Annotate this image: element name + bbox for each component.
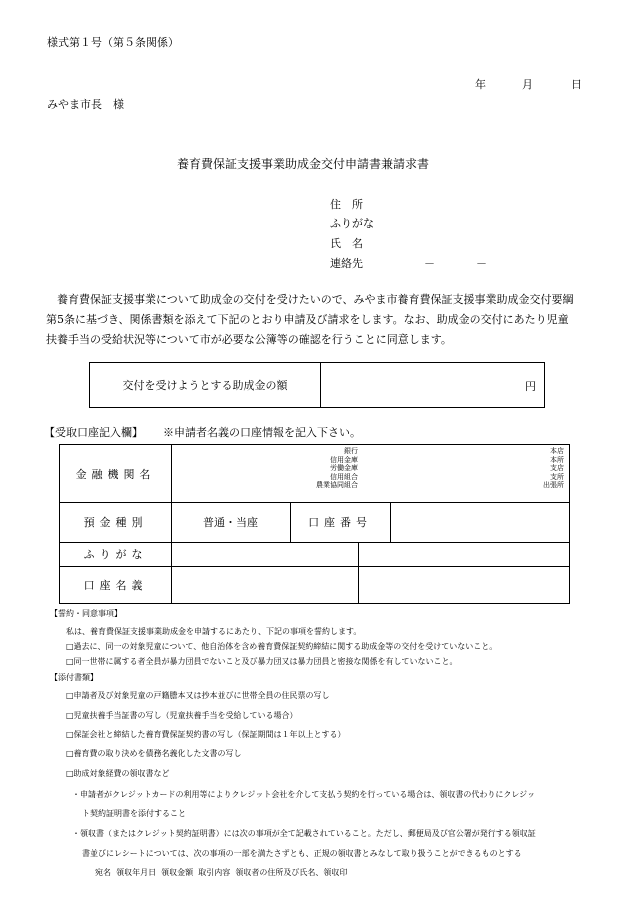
deposit-type-value: 普通・当座: [203, 516, 258, 529]
attachment-item-3: □保証会社と締結した養育費保証契約書の写し（保証期間は１年以上とする）: [66, 730, 346, 739]
applicant-furigana-label: ふりがな: [330, 217, 374, 230]
institution-type-list: [260, 447, 358, 490]
attachment-item-4: □養育費の取り決めを債務名義化した文書の写し: [66, 749, 242, 758]
account-table: [59, 444, 570, 604]
attachment-note-2-line-1: ・領収書（またはクレジット契約証明書）には次の事項が全て記載されていること。ただし、郵便局及び官公署が発行する領収証: [72, 829, 536, 838]
institution-type-bank: 銀行: [344, 447, 358, 455]
amount-unit: 円: [525, 380, 536, 393]
bank-name-label: 金融機関名: [75, 467, 156, 481]
applicant-address-label: 住 所: [330, 198, 363, 211]
account-section-note: ※申請者名義の口座情報を記入下さい。: [163, 426, 361, 439]
branch-type-honten: 本店: [550, 447, 564, 455]
attachment-note-2-line-2: 書並びにレシートについては、次の事項の一部を満たさずとも、正規の領収書とみなして取り扱うことができるものとする: [82, 849, 522, 858]
account-furigana-field-2[interactable]: [359, 543, 568, 565]
form-number: 様式第１号（第５条関係）: [47, 36, 179, 49]
contact-dash-1: －: [424, 257, 435, 270]
account-furigana-label: ふりがな: [83, 548, 148, 561]
institution-type-rokin: 労働金庫: [330, 464, 358, 473]
pledge-item-2: □同一世帯に属する者全員が暴力団員でないこと及び暴力団又は暴力団員と密接な関係を有していないこと。: [66, 657, 458, 666]
account-number-label: 口座番号: [308, 516, 372, 529]
attachment-note-2-line-3: 宛名 領収年月日 領収金額 取引内容 領収者の住所及び氏名、領収印: [95, 868, 348, 877]
institution-type-shinkin: 信用金庫: [330, 455, 358, 464]
attachment-item-5: □助成対象経費の領収書など: [66, 769, 170, 778]
attachment-note-1-line-1: ・申請者がクレジットカードの利用等によりクレジット会社を介して支払う契約を行っている場合は、領収書の代わりにクレジッ: [72, 790, 536, 799]
amount-label: 交付を受けようとする助成金の額: [122, 379, 288, 392]
institution-type-nokyo: 農業協同組合: [316, 481, 358, 490]
attachments-heading: 【添付書類】: [50, 673, 98, 682]
institution-type-shinkumi: 信用組合: [330, 472, 358, 481]
date-year-label: 年: [475, 78, 486, 91]
pledge-intro: 私は、養育費保証支援事業助成金を申請するにあたり、下記の事項を誓約します。: [66, 627, 362, 636]
branch-type-shiten: 支店: [550, 464, 564, 473]
branch-type-shisho: 支所: [550, 472, 564, 481]
applicant-name-label: 氏 名: [330, 237, 363, 250]
branch-type-list: [480, 447, 564, 490]
applicant-contact-label: 連絡先: [330, 257, 363, 270]
amount-box: [89, 362, 545, 408]
intro-paragraph: 養育費保証支援事業について助成金の交付を受けたいので、みやま市養育費保証支援事業助成金交付要綱第5条に基づき、関係書類を添えて下記のとおり申請及び請求をします。なお、助成金の交付にあたり児童扶養手当の受給状況等について市が必要な公簿等の確認を行うことに同意します。: [46, 293, 574, 346]
branch-type-honsho: 本所: [550, 455, 564, 464]
attachment-note-1-line-2: ト契約証明書を添付すること: [82, 809, 186, 818]
deposit-type-label: 預金種別: [83, 516, 148, 529]
addressee: みやま市長 様: [47, 98, 124, 111]
account-holder-field-1[interactable]: [172, 567, 358, 602]
attachment-item-1: □申請者及び対象児童の戸籍謄本又は抄本並びに世帯全員の住民票の写し: [66, 691, 330, 700]
branch-type-shutchosho: 出張所: [543, 481, 564, 490]
pledge-heading: 【誓約・同意事項】: [50, 609, 122, 618]
document-title: 養育費保証支援事業助成金交付申請書兼請求書: [177, 157, 430, 171]
date-day-label: 日: [571, 78, 582, 91]
account-number-field[interactable]: [391, 503, 568, 541]
date-month-label: 月: [522, 78, 533, 91]
contact-dash-2: －: [476, 257, 487, 270]
attachment-item-2: □児童扶養手当証書の写し（児童扶養手当を受給している場合）: [66, 711, 298, 720]
account-furigana-field-1[interactable]: [172, 543, 358, 565]
account-holder-label: 口座名義: [83, 578, 148, 592]
account-holder-field-2[interactable]: [359, 567, 568, 602]
pledge-item-1: □過去に、同一の対象児童について、他自治体を含め養育費保証契約締結に関する助成金等の交付を受けていないこと。: [66, 642, 498, 651]
account-section-heading: 【受取口座記入欄】: [44, 426, 143, 439]
